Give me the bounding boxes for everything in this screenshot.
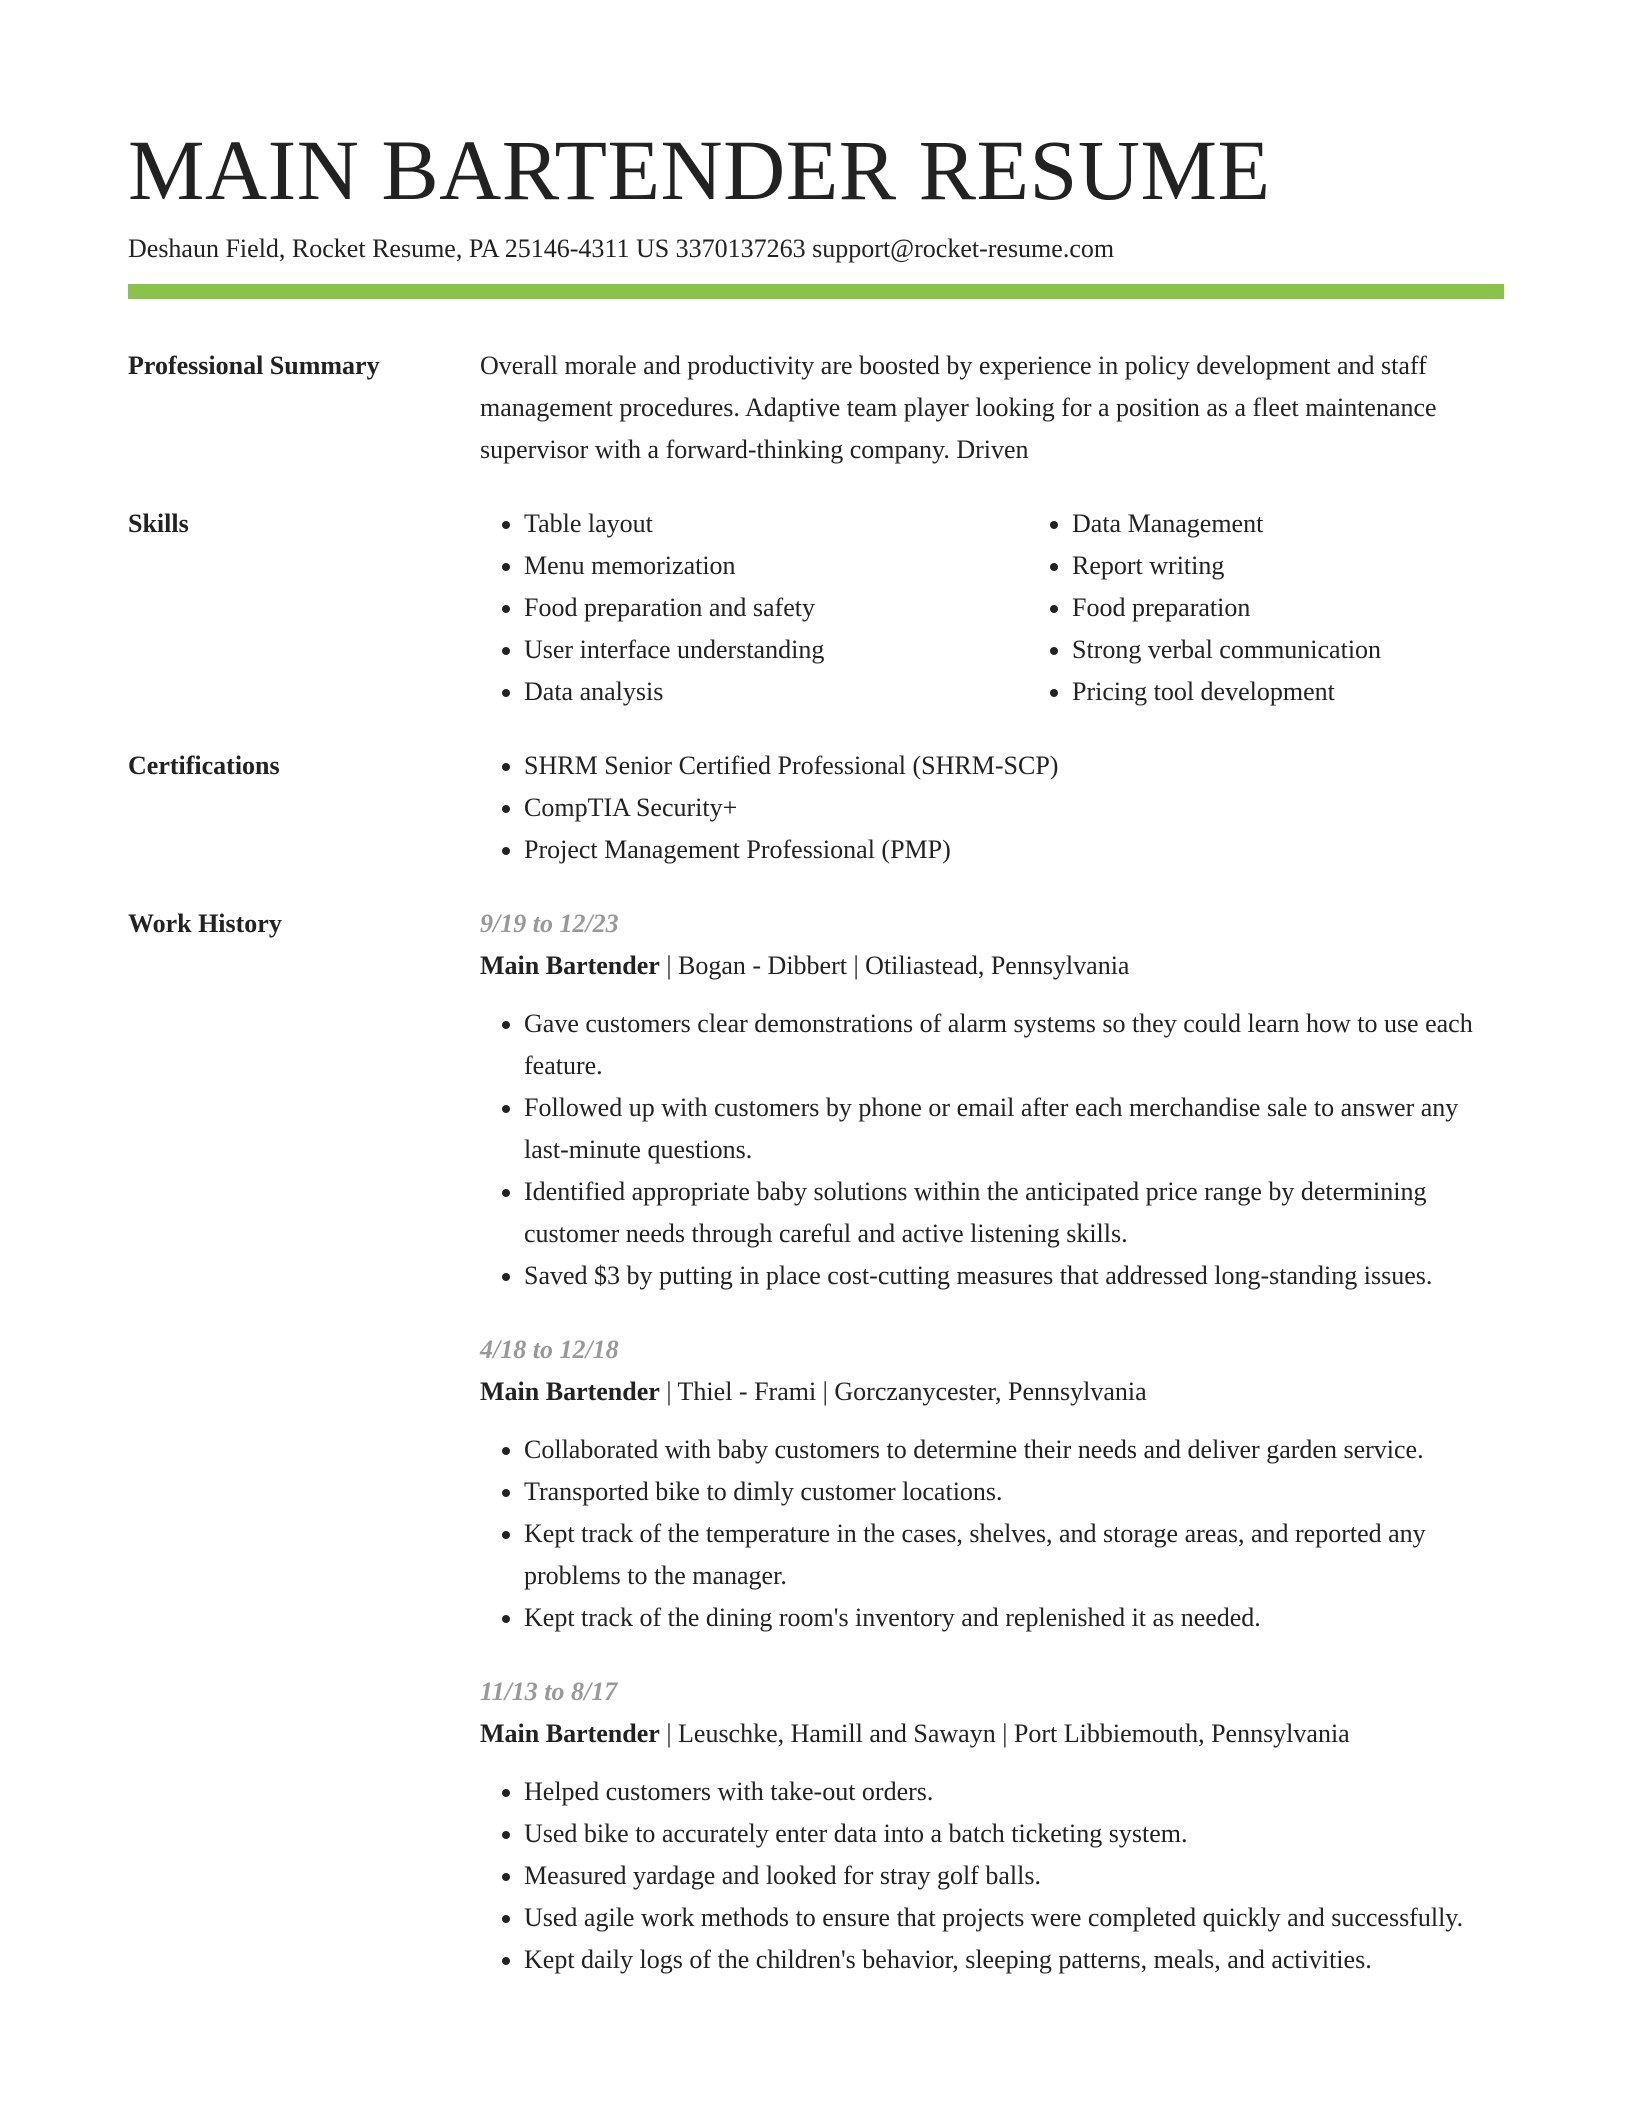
resume-title: MAIN BARTENDER RESUME <box>128 122 1271 218</box>
job-bullet: • Measured yardage and looked for stray golf balls. <box>524 1855 1504 1897</box>
job-bullet: • Kept track of the dining room's inventory and replenished it as needed. <box>524 1597 1504 1639</box>
job-dates: 9/19 to 12/23 <box>480 909 619 938</box>
job-bullets <box>480 1771 1504 1981</box>
summary-body <box>480 345 1504 471</box>
certifications-body <box>480 745 1504 871</box>
job-heading <box>480 1713 1504 1755</box>
certification-item: • SHRM Senior Certified Professional (SHRM-SCP) <box>524 745 1504 787</box>
skill-item: • Report writing <box>1072 545 1576 587</box>
skills-section <box>128 503 1504 713</box>
job-details: | Bogan - Dibbert | Otiliastead, Pennsylvania <box>659 951 1130 980</box>
accent-divider <box>128 284 1504 299</box>
skill-item: • Pricing tool development <box>1072 671 1576 713</box>
job-bullets <box>480 1003 1504 1297</box>
job-dates: 11/13 to 8/17 <box>480 1677 618 1706</box>
job-bullet: • Saved $3 by putting in place cost-cutting measures that addressed long-standing issues. <box>524 1255 1504 1297</box>
job-bullet: • Collaborated with baby customers to determine their needs and deliver garden service. <box>524 1429 1504 1471</box>
certifications-list <box>480 745 1504 871</box>
work-history-section <box>128 903 1504 2013</box>
section-label-skills: Skills <box>128 509 189 538</box>
job-dates: 4/18 to 12/18 <box>480 1335 619 1364</box>
skills-body <box>480 503 1576 713</box>
job-details: | Leuschke, Hamill and Sawayn | Port Libbiemouth, Pennsylvania <box>659 1719 1350 1748</box>
job-heading <box>480 1371 1504 1413</box>
certification-item: • Project Management Professional (PMP) <box>524 829 1504 871</box>
skill-item: • Data Management <box>1072 503 1576 545</box>
certification-item: • CompTIA Security+ <box>524 787 1504 829</box>
job-bullet: • Used bike to accurately enter data into a batch ticketing system. <box>524 1813 1504 1855</box>
job-bullet: • Used agile work methods to ensure that projects were completed quickly and successfully. <box>524 1897 1504 1939</box>
work-history-body <box>480 903 1504 2013</box>
section-label-certifications: Certifications <box>128 751 280 780</box>
job-bullet: • Kept daily logs of the children's behavior, sleeping patterns, meals, and activities. <box>524 1939 1504 1981</box>
summary-text: Overall morale and productivity are boosted by experience in policy development and staff management procedures. Adaptive team player looking for a position as a fleet maintenance supervisor with a forward-thinking company. Driven <box>480 351 1437 464</box>
job-entry <box>480 1329 1504 1639</box>
skills-list-left <box>480 503 1028 713</box>
job-bullets <box>480 1429 1504 1639</box>
skill-item: • Data analysis <box>524 671 1028 713</box>
job-bullet: • Kept track of the temperature in the cases, shelves, and storage areas, and reported any problems to the manager. <box>524 1513 1504 1597</box>
skills-list-right <box>1028 503 1576 713</box>
skill-item: • Strong verbal communication <box>1072 629 1576 671</box>
job-role: Main Bartender <box>480 1377 660 1406</box>
job-entry <box>480 1671 1504 1981</box>
summary-section <box>128 345 1504 471</box>
skill-item: • User interface understanding <box>524 629 1028 671</box>
skill-item: • Food preparation and safety <box>524 587 1028 629</box>
resume-page <box>128 0 1504 2013</box>
job-details: | Thiel - Frami | Gorczanycester, Pennsylvania <box>659 1377 1147 1406</box>
certifications-section <box>128 745 1504 871</box>
job-bullet: • Gave customers clear demonstrations of alarm systems so they could learn how to use each feature. <box>524 1003 1504 1087</box>
job-role: Main Bartender <box>480 951 660 980</box>
skill-item: • Food preparation <box>1072 587 1576 629</box>
section-label-work-history: Work History <box>128 909 282 938</box>
contact-line: Deshaun Field, Rocket Resume, PA 25146-4311 US 3370137263 support@rocket-resume.com <box>128 234 1115 263</box>
job-bullet: • Transported bike to dimly customer locations. <box>524 1471 1504 1513</box>
skill-item: • Table layout <box>524 503 1028 545</box>
job-role: Main Bartender <box>480 1719 660 1748</box>
skill-item: • Menu memorization <box>524 545 1028 587</box>
job-entry <box>480 903 1504 1297</box>
job-bullet: • Helped customers with take-out orders. <box>524 1771 1504 1813</box>
job-bullet: • Followed up with customers by phone or email after each merchandise sale to answer any last-minute questions. <box>524 1087 1504 1171</box>
job-bullet: • Identified appropriate baby solutions within the anticipated price range by determining customer needs through careful and active listening skills. <box>524 1171 1504 1255</box>
section-label-summary: Professional Summary <box>128 351 380 380</box>
job-heading <box>480 945 1504 987</box>
